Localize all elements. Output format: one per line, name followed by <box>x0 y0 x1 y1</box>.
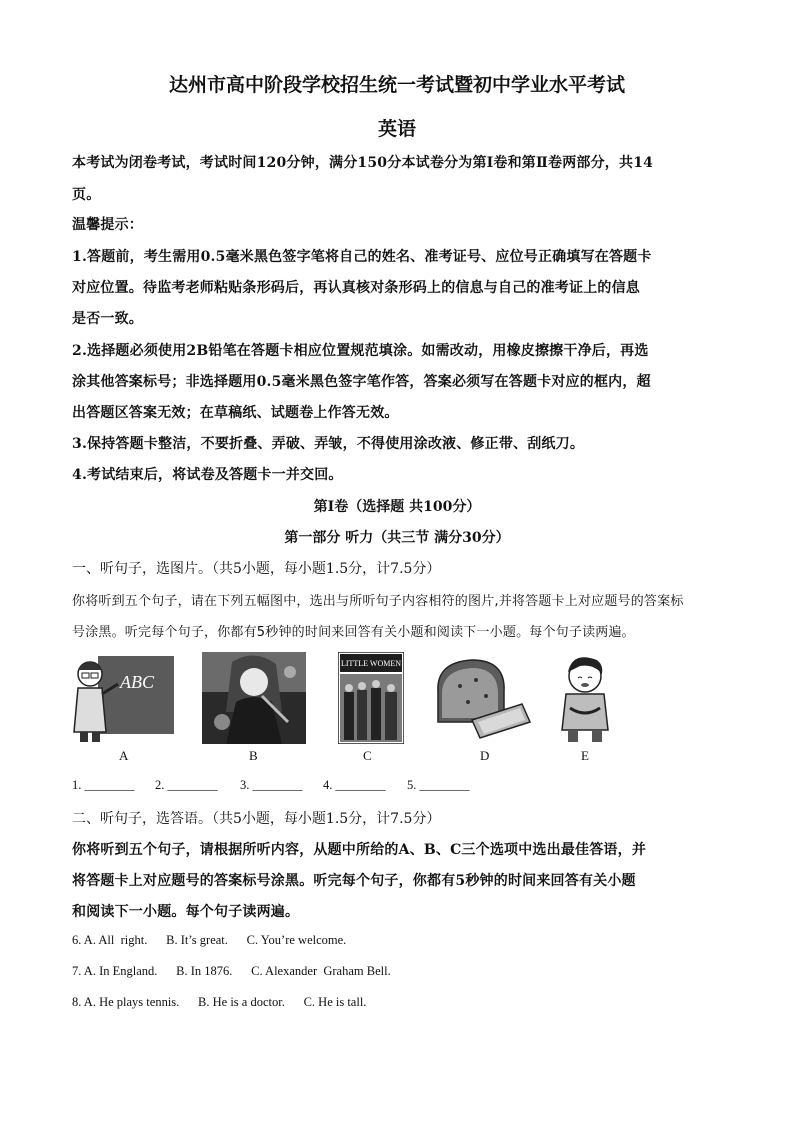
section-1-heading: 一、听句子，选图片。（共5小题，每小题1.5分，计7.5分） <box>72 561 441 577</box>
answer-blank-2[interactable]: 2. ________ <box>155 778 218 792</box>
tip-3: 3.保持答题卡整洁，不要折叠、弄破、弄皱，不得使用涂改液、修正带、刮纸刀。 <box>72 436 585 452</box>
picture-label-d: D <box>480 748 490 763</box>
section-2-instruction-3: 和阅读下一小题。每个句子读两遍。 <box>72 904 300 920</box>
volume-title: 第Ⅰ卷（选择题 共100分） <box>313 499 481 515</box>
picture-label-b: B <box>249 748 258 763</box>
tips-heading: 温馨提示： <box>72 217 143 233</box>
picture-d-bread <box>432 652 532 744</box>
answer-blank-5[interactable]: 5. ________ <box>407 778 470 792</box>
question-7: 7. A. In England. B. In 1876. C. Alexander Graham Bell. <box>72 964 391 978</box>
section-1-instruction-1: 你将听到五个句子，请在下列五幅图中，选出与所听句子内容相符的图片,并将答题卡上对应题号的答案标 <box>72 594 684 609</box>
picture-label-e: E <box>581 748 589 763</box>
subject-title: 英语 <box>377 118 416 140</box>
section-2-heading: 二、听句子，选答语。（共5小题，每小题1.5分，计7.5分） <box>72 811 441 827</box>
picture-b-anime-girl <box>202 652 306 744</box>
intro-line-2: 页。 <box>72 187 101 203</box>
chalkboard <box>98 656 174 734</box>
picture-label-c: C <box>363 748 372 763</box>
section-1-instruction-2: 号涂黑。听完每个句子，你都有5秒钟的时间来回答有关小题和阅读下一小题。每个句子读两遍。 <box>72 625 635 640</box>
question-6: 6. A. All right. B. It’s great. C. You’re welcome. <box>72 933 347 947</box>
picture-c-book-cover <box>338 652 404 744</box>
answer-blank-1[interactable]: 1. ________ <box>72 778 135 792</box>
answer-blank-4[interactable]: 4. ________ <box>323 778 386 792</box>
section-2-instruction-1: 你将听到五个句子，请根据所听内容，从题中所给的A、B、C三个选项中选出最佳答语，并 <box>72 842 647 858</box>
chalkboard-text: ABC <box>120 672 154 692</box>
picture-a-teacher <box>70 652 176 744</box>
intro-line-1: 本考试为闭卷考试，考试时间120分钟，满分150分本试卷分为第Ⅰ卷和第Ⅱ卷两部分，共14 <box>72 155 654 171</box>
tip-1-line-3: 是否一致。 <box>72 311 143 327</box>
tip-2-line-1: 2.选择题必须使用2B铅笔在答题卡相应位置规范填涂。如需改动，用橡皮擦擦干净后，再选 <box>72 343 649 359</box>
tip-2-line-2: 涂其他答案标号；非选择题用0.5毫米黑色签字笔作答，答案必须写在答题卡对应的框内，超 <box>72 374 651 390</box>
picture-e-sick-boy <box>550 652 620 744</box>
part-title: 第一部分 听力（共三节 满分30分） <box>284 530 510 546</box>
question-8: 8. A. He plays tennis. B. He is a doctor. C. He is tall. <box>72 995 367 1009</box>
picture-label-a: A <box>119 748 129 763</box>
tip-1-line-2: 对应位置。待监考老师粘贴条形码后，再认真核对条形码上的信息与自己的准考证上的信息 <box>72 280 640 296</box>
tip-2-line-3: 出答题区答案无效；在草稿纸、试题卷上作答无效。 <box>72 405 399 421</box>
book-title: LITTLE WOMEN <box>340 659 402 668</box>
exam-title: 达州市高中阶段学校招生统一考试暨初中学业水平考试 <box>168 74 625 96</box>
answer-blank-3[interactable]: 3. ________ <box>240 778 303 792</box>
section-2-instruction-2: 将答题卡上对应题号的答案标号涂黑。听完每个句子，你都有5秒钟的时间来回答有关小题 <box>72 873 636 889</box>
tip-1-line-1: 1.答题前，考生需用0.5毫米黑色签字笔将自己的姓名、准考证号、应位号正确填写在答题卡 <box>72 249 652 265</box>
tip-4: 4.考试结束后，将试卷及答题卡一并交回。 <box>72 467 343 483</box>
